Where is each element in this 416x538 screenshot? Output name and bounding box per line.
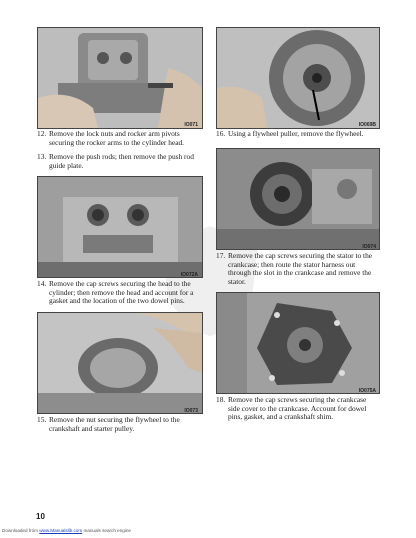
image-code: IO071: [184, 122, 198, 128]
step-text: Using a flywheel puller, remove the flywheel.: [228, 129, 364, 138]
step-13: [37, 153, 203, 170]
image-code: IO074: [362, 244, 376, 250]
step-number: 14.: [37, 279, 47, 288]
photo-flywheel: [216, 27, 380, 129]
step-12: [37, 130, 203, 147]
step-number: 12.: [37, 129, 47, 138]
step-text: Remove the cap screws securing the crankcase side cover to the crankcase. Account for dowel pins, gasket, and a crankshaft shim.: [228, 395, 367, 422]
photo-gasket: [37, 312, 203, 414]
footer-suffix: manuals search engine: [83, 528, 131, 533]
image-code: IO072A: [180, 272, 198, 278]
step-number: 13.: [37, 152, 47, 161]
step-16: [216, 130, 380, 139]
step-15: [37, 416, 203, 433]
step-14: [37, 280, 203, 306]
footer-link[interactable]: www.Manualslib.com: [39, 528, 83, 533]
step-text: Remove the lock nuts and rocker arm pivots securing the rocker arms to the cylinder head.: [49, 129, 185, 147]
step-text: Remove the cap screws securing the stator to the crankcase; then route the stator harness out through the slot in the crankcase and remove the stator.: [228, 251, 373, 286]
step-number: 17.: [216, 251, 226, 260]
photo-rocker-arms: [37, 27, 203, 129]
download-footer: [2, 528, 131, 533]
footer-prefix: Downloaded from: [2, 528, 39, 533]
step-text: Remove the cap screws securing the head to the cylinder; then remove the head and account for a gasket and the location of the two dowel pins.: [49, 279, 194, 306]
step-17: [216, 252, 380, 286]
step-18: [216, 396, 380, 422]
step-number: 16.: [216, 129, 226, 138]
image-code: IO069B: [358, 122, 376, 128]
step-text: Remove the push rods; then remove the push rod guide plate.: [49, 152, 194, 170]
page-number: 10: [36, 512, 45, 521]
photo-stator: [216, 148, 380, 250]
photo-crankcase-cover: [216, 292, 380, 394]
image-code: IO073: [184, 408, 198, 414]
photo-cylinder-head: [37, 176, 203, 278]
image-code: IO075A: [358, 388, 376, 394]
step-number: 18.: [216, 395, 226, 404]
step-text: Remove the nut securing the flywheel to the crankshaft and starter pulley.: [49, 415, 180, 433]
step-number: 15.: [37, 415, 47, 424]
